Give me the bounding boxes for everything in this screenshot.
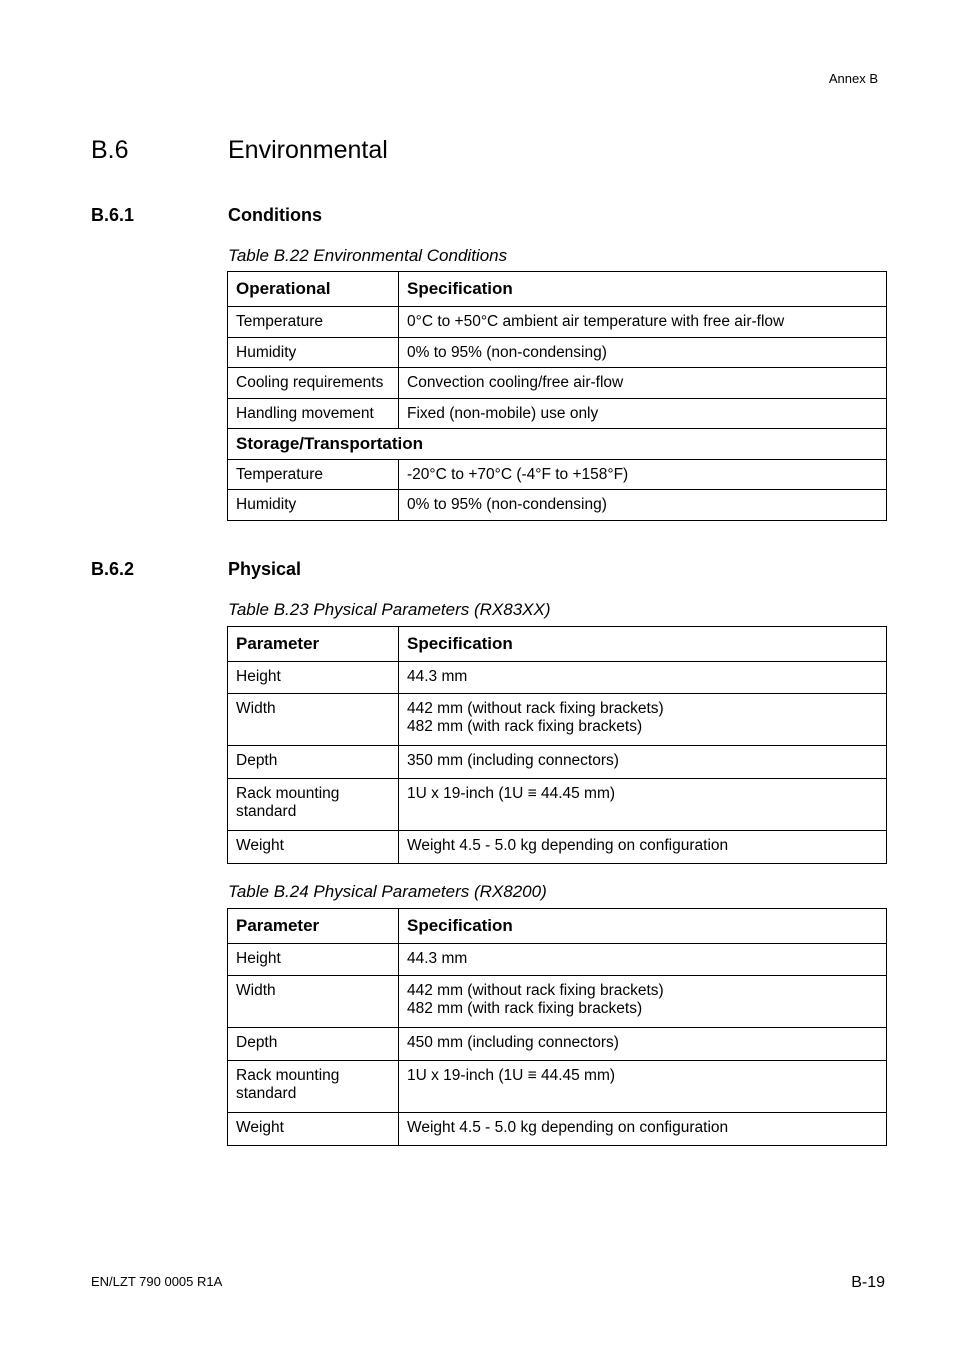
cell-line: standard <box>236 803 297 820</box>
table-row <box>228 307 887 338</box>
section-number: B.6 <box>91 136 129 164</box>
cell-line: 442 mm (without rack fixing brackets) <box>407 982 664 999</box>
cell-line: Weight 4.5 - 5.0 kg depending on configuration <box>407 837 729 854</box>
subsection-title-conditions: Conditions <box>228 205 322 225</box>
table-cell: 0% to 95% (non-condensing) <box>399 490 887 521</box>
table-cell: Temperature <box>228 460 399 490</box>
specification-cell <box>399 976 887 1028</box>
table-row <box>228 694 887 746</box>
table-row <box>228 976 887 1028</box>
column-header: Parameter <box>228 627 399 662</box>
parameter-cell <box>228 746 399 779</box>
cell-line: Rack mounting <box>236 1067 340 1084</box>
table-row <box>228 746 887 779</box>
storage-section-heading: Storage/Transportation <box>228 429 887 460</box>
specification-cell <box>399 1113 887 1146</box>
table-row <box>228 490 887 521</box>
document-id: EN/LZT 790 0005 R1A <box>91 1274 223 1289</box>
specification-cell <box>399 779 887 831</box>
physical-parameters-rx83xx-table <box>227 626 887 864</box>
table-row <box>228 779 887 831</box>
specification-cell <box>399 1028 887 1061</box>
cell-line: Weight 4.5 - 5.0 kg depending on configuration <box>407 1119 729 1136</box>
environmental-conditions-table <box>227 271 887 521</box>
parameter-cell <box>228 1061 399 1113</box>
cell-line: Weight <box>236 837 284 854</box>
table-row <box>228 1028 887 1061</box>
table-row <box>228 460 887 490</box>
table-row <box>228 831 887 864</box>
table-row <box>228 338 887 368</box>
specification-cell <box>399 746 887 779</box>
parameter-cell <box>228 694 399 746</box>
parameter-cell <box>228 944 399 976</box>
parameter-cell <box>228 662 399 694</box>
running-header: Annex B <box>828 71 878 86</box>
cell-line: Depth <box>236 752 278 769</box>
table-cell: Fixed (non-mobile) use only <box>399 399 887 429</box>
table-cell: Humidity <box>228 338 399 368</box>
column-header: Parameter <box>228 909 399 944</box>
specification-cell <box>399 1061 887 1113</box>
specification-cell <box>399 831 887 864</box>
cell-line: 44.3 mm <box>407 950 468 967</box>
table-cell: Handling movement <box>228 399 399 429</box>
cell-line: Width <box>236 982 276 999</box>
table-row <box>228 368 887 399</box>
cell-line: standard <box>236 1085 297 1102</box>
subsection-number-conditions: B.6.1 <box>91 205 135 225</box>
cell-line: 44.3 mm <box>407 668 468 685</box>
cell-line: Height <box>236 668 281 685</box>
specification-cell <box>399 944 887 976</box>
table-cell: Humidity <box>228 490 399 521</box>
parameter-cell <box>228 1028 399 1061</box>
cell-line: 482 mm (with rack fixing brackets) <box>407 1000 643 1017</box>
cell-line: Height <box>236 950 281 967</box>
table-row <box>228 1061 887 1113</box>
cell-line: Weight <box>236 1119 284 1136</box>
cell-line: 1U x 19-inch (1U ≡ 44.45 mm) <box>407 785 616 802</box>
cell-line: Width <box>236 700 276 717</box>
subsection-number-physical: B.6.2 <box>91 559 135 579</box>
table-row <box>228 662 887 694</box>
cell-line: 1U x 19-inch (1U ≡ 44.45 mm) <box>407 1067 616 1084</box>
section-title: Environmental <box>228 136 388 164</box>
parameter-cell <box>228 831 399 864</box>
cell-line: 482 mm (with rack fixing brackets) <box>407 718 643 735</box>
table-caption-rx83xx: Table B.23 Physical Parameters (RX83XX) <box>228 600 551 619</box>
table-cell: Convection cooling/free air-flow <box>399 368 887 399</box>
table-cell: Cooling requirements <box>228 368 399 399</box>
table-row <box>228 399 887 429</box>
column-header: Specification <box>399 627 887 662</box>
parameter-cell <box>228 779 399 831</box>
cell-line: 450 mm (including connectors) <box>407 1034 619 1051</box>
column-header: Operational <box>228 272 399 307</box>
cell-line: 442 mm (without rack fixing brackets) <box>407 700 664 717</box>
cell-line: 350 mm (including connectors) <box>407 752 619 769</box>
table-cell: 0% to 95% (non-condensing) <box>399 338 887 368</box>
specification-cell <box>399 662 887 694</box>
parameter-cell <box>228 976 399 1028</box>
table-row <box>228 944 887 976</box>
column-header: Specification <box>399 272 887 307</box>
table-caption-rx8200: Table B.24 Physical Parameters (RX8200) <box>228 882 547 901</box>
parameter-cell <box>228 1113 399 1146</box>
table-cell: Temperature <box>228 307 399 338</box>
specification-cell <box>399 694 887 746</box>
column-header: Specification <box>399 909 887 944</box>
table-cell: -20°C to +70°C (-4°F to +158°F) <box>399 460 887 490</box>
cell-line: Depth <box>236 1034 278 1051</box>
physical-parameters-rx8200-table <box>227 908 887 1146</box>
table-row <box>228 1113 887 1146</box>
table-caption-environmental: Table B.22 Environmental Conditions <box>228 246 508 265</box>
subsection-title-physical: Physical <box>228 559 302 579</box>
table-cell: 0°C to +50°C ambient air temperature with free air-flow <box>399 307 887 338</box>
cell-line: Rack mounting <box>236 785 340 802</box>
page-number: B-19 <box>851 1274 885 1291</box>
